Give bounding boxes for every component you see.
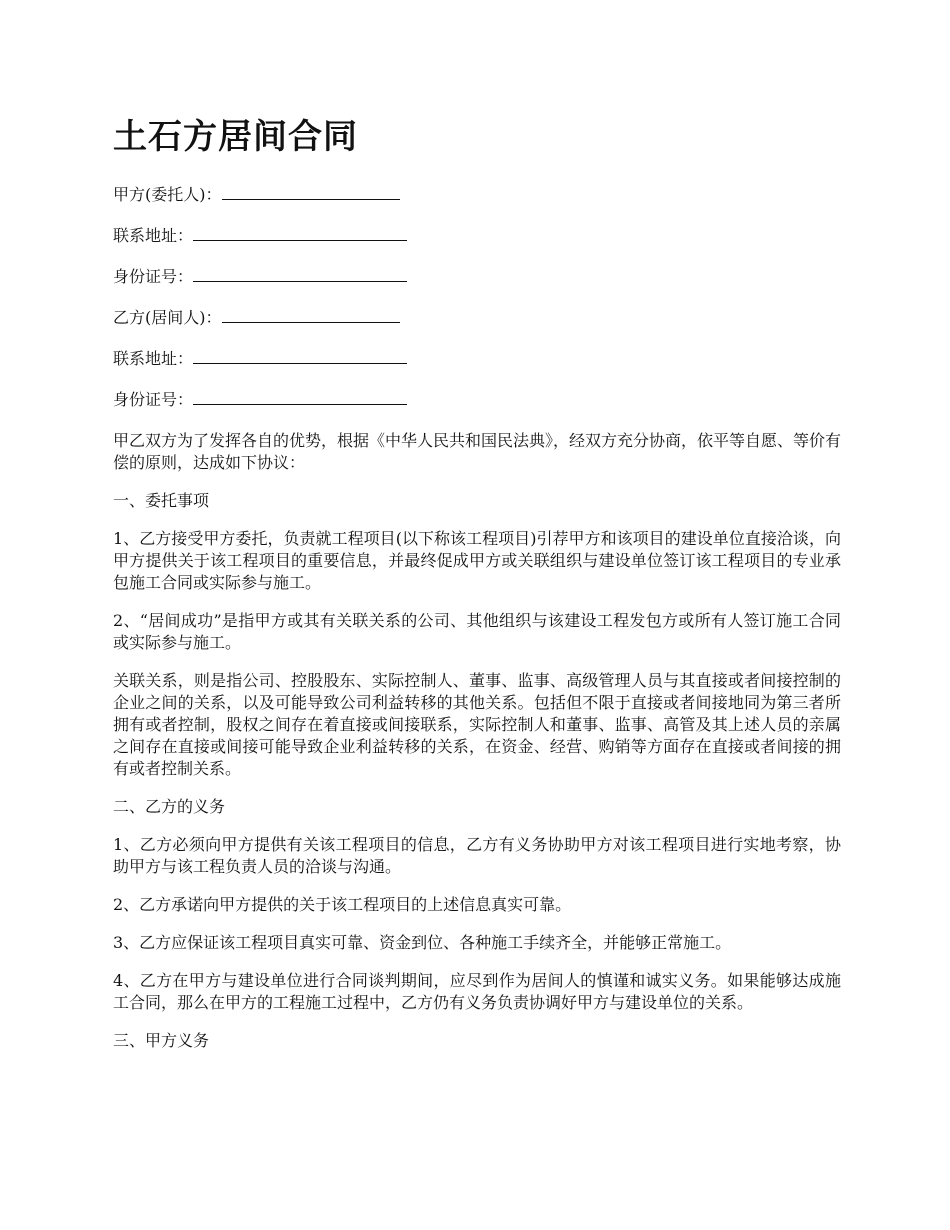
section-heading-entrusted-matters: 一、委托事项 bbox=[113, 491, 210, 510]
preamble-paragraph: 甲乙双方为了发挥各自的优势，根据《中华人民共和国民法典》，经双方充分协商，依平等自愿、等价有偿的原则，达成如下协议： bbox=[113, 431, 842, 472]
clause-paragraph: 2、“居间成功”是指甲方或其有关联关系的公司、其他组织与该建设工程发包方或所有人签订施工合同或实际参与施工。 bbox=[113, 611, 841, 652]
party-b-address-blank bbox=[193, 349, 407, 364]
clause-paragraph: 2、乙方承诺向甲方提供的关于该工程项目的上述信息真实可靠。 bbox=[113, 895, 572, 914]
party-a-label: 甲方(委托人)： bbox=[113, 185, 222, 204]
clause-paragraph: 3、乙方应保证该工程项目真实可靠、资金到位、各种施工手续齐全，并能够正常施工。 bbox=[113, 933, 732, 952]
party-b-address-label: 联系地址： bbox=[113, 349, 194, 368]
party-b-id-blank bbox=[193, 390, 407, 405]
party-a-id-label: 身份证号： bbox=[113, 267, 194, 286]
document-title: 土石方居间合同 bbox=[113, 117, 358, 157]
party-b-label: 乙方(居间人)： bbox=[113, 308, 222, 327]
party-a-address-blank bbox=[193, 226, 407, 241]
clause-paragraph: 关联关系，则是指公司、控股股东、实际控制人、董事、监事、高级管理人员与其直接或者间接控制的企业之间的关系，以及可能导致公司利益转移的其他关系。包括但不限于直接或者间接地同为第三者所拥有或者控制，股权之间存在着直接或间接联系，实际控制人和董事、监事、高管及其上述人员的亲属之间存在直接或间接可能导致企业利益转移的关系，在资金、经营、购销等方面存在直接或者间接的拥有或者控制关系。 bbox=[113, 671, 841, 778]
party-a-address-label: 联系地址： bbox=[113, 226, 194, 245]
party-b-field bbox=[113, 307, 841, 329]
party-a-blank bbox=[222, 185, 400, 200]
party-a-id-blank bbox=[193, 267, 407, 282]
section-heading-party-a-obligations: 三、甲方义务 bbox=[113, 1031, 210, 1050]
clause-paragraph: 1、乙方接受甲方委托，负责就工程项目(以下称该工程项目)引荐甲方和该项目的建设单位直接洽谈，向甲方提供关于该工程项目的重要信息，并最终促成甲方或关联组织与建设单位签订该工程项目的专业承包施工合同或实际参与施工。 bbox=[113, 529, 841, 592]
party-b-id-field bbox=[113, 389, 841, 411]
party-b-address-field bbox=[113, 348, 841, 370]
section-heading-party-b-obligations: 二、乙方的义务 bbox=[113, 797, 226, 816]
party-b-id-label: 身份证号： bbox=[113, 390, 194, 409]
clause-paragraph: 4、乙方在甲方与建设单位进行合同谈判期间，应尽到作为居间人的慎谨和诚实义务。如果能够达成施工合同，那么在甲方的工程施工过程中，乙方仍有义务负责协调好甲方与建设单位的关系。 bbox=[113, 971, 841, 1012]
contract-page bbox=[113, 112, 841, 1068]
party-a-address-field bbox=[113, 225, 841, 247]
clause-paragraph: 1、乙方必须向甲方提供有关该工程项目的信息，乙方有义务协助甲方对该工程项目进行实地考察，协助甲方与该工程负责人员的洽谈与沟通。 bbox=[113, 835, 841, 876]
party-a-field bbox=[113, 184, 841, 206]
party-a-id-field bbox=[113, 266, 841, 288]
party-b-blank bbox=[222, 308, 400, 323]
